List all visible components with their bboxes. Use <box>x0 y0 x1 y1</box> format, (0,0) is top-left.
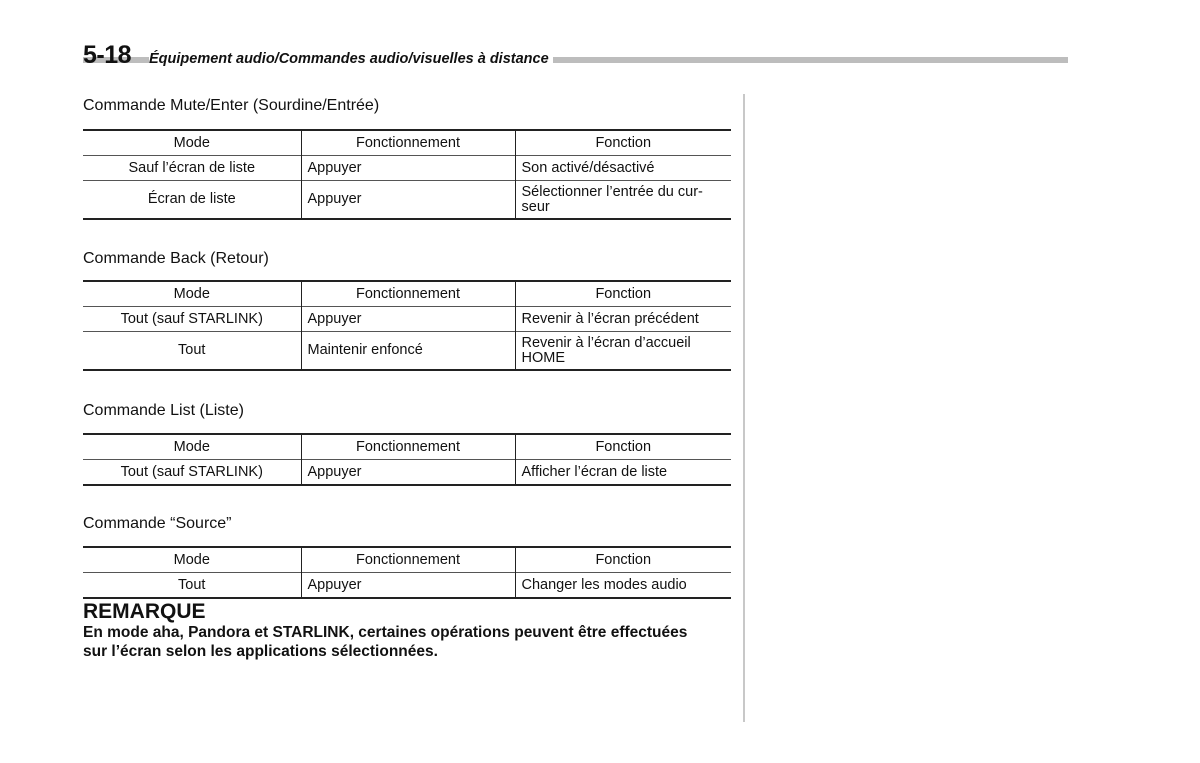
mode-cell: Tout <box>83 573 301 599</box>
mode-cell: Tout (sauf STARLINK) <box>83 460 301 486</box>
mode-cell: Tout <box>83 332 301 371</box>
section-mute-enter <box>83 97 731 220</box>
table-row <box>83 332 731 371</box>
column-header-function: Fonction <box>515 281 731 307</box>
section-title: Commande Back (Retour) <box>83 250 269 267</box>
table-row <box>83 460 731 486</box>
column-header-operation: Fonctionnement <box>301 281 515 307</box>
list-table <box>83 433 731 486</box>
page-header <box>83 40 1068 70</box>
operation-cell: Appuyer <box>301 181 515 220</box>
table-row <box>83 181 731 220</box>
header-title: Équipement audio/Commandes audio/visuelles à distance <box>149 51 553 67</box>
mode-cell: Tout (sauf STARLINK) <box>83 307 301 332</box>
operation-cell: Appuyer <box>301 307 515 332</box>
function-cell: Son activé/désactivé <box>515 156 731 181</box>
operation-cell: Appuyer <box>301 573 515 599</box>
column-header-operation: Fonctionnement <box>301 130 515 156</box>
column-header-operation: Fonctionnement <box>301 434 515 460</box>
operation-cell: Appuyer <box>301 156 515 181</box>
column-header-function: Fonction <box>515 130 731 156</box>
function-cell: Revenir à l’écran précédent <box>515 307 731 332</box>
column-header-operation: Fonctionnement <box>301 547 515 573</box>
table-row <box>83 573 731 599</box>
column-divider <box>743 94 745 722</box>
column-header-mode: Mode <box>83 130 301 156</box>
section-title: Commande List (Liste) <box>83 402 244 419</box>
operation-cell: Maintenir enfoncé <box>301 332 515 371</box>
column-header-mode: Mode <box>83 281 301 307</box>
function-cell: Afficher l’écran de liste <box>515 460 731 486</box>
section-title: Commande “Source” <box>83 515 232 532</box>
section-source <box>83 515 731 599</box>
function-cell: Revenir à l’écran d’accueil HOME <box>515 332 731 371</box>
section-list <box>83 402 731 486</box>
mode-cell: Écran de liste <box>83 181 301 220</box>
remark-title: REMARQUE <box>83 600 206 623</box>
function-cell: Sélectionner l’entrée du cur- seur <box>515 181 731 220</box>
mute-enter-table <box>83 129 731 220</box>
page-number: 5-18 <box>83 41 132 69</box>
back-table <box>83 280 731 371</box>
column-header-mode: Mode <box>83 547 301 573</box>
table-header-row <box>83 434 731 460</box>
remark-block <box>83 601 733 661</box>
table-row <box>83 307 731 332</box>
column-header-function: Fonction <box>515 547 731 573</box>
column-header-mode: Mode <box>83 434 301 460</box>
operation-cell: Appuyer <box>301 460 515 486</box>
remark-line-1: En mode aha, Pandora et STARLINK, certaines opérations peuvent être effectuées <box>83 624 688 641</box>
column-header-function: Fonction <box>515 434 731 460</box>
table-header-row <box>83 281 731 307</box>
table-row <box>83 156 731 181</box>
section-back <box>83 250 731 371</box>
mode-cell: Sauf l’écran de liste <box>83 156 301 181</box>
table-header-row <box>83 547 731 573</box>
source-table <box>83 546 731 599</box>
table-header-row <box>83 130 731 156</box>
section-title: Commande Mute/Enter (Sourdine/Entrée) <box>83 97 380 114</box>
remark-line-2: sur l’écran selon les applications sélectionnées. <box>83 643 438 660</box>
function-cell: Changer les modes audio <box>515 573 731 599</box>
